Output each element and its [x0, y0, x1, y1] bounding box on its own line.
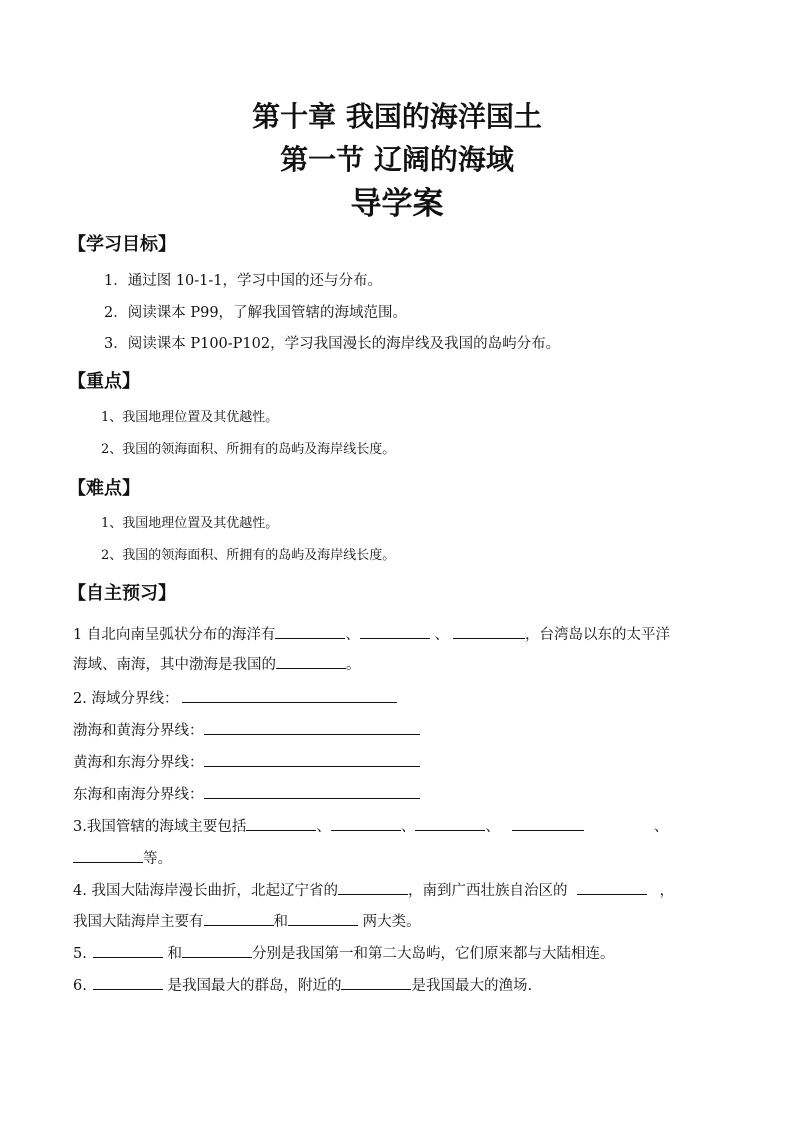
question-2b-text: 黄海和东海分界线： [73, 755, 204, 771]
question-4-text-c: ， [659, 883, 674, 899]
answer-blank[interactable] [73, 846, 143, 863]
question-1-line-1 [73, 622, 670, 646]
answer-blank[interactable] [182, 941, 252, 958]
question-2b-line [73, 750, 420, 774]
question-4-text-a: 4. 我国大陆海岸漫长曲折，北起辽宁省的 [73, 883, 338, 899]
question-2a-line [73, 718, 420, 742]
answer-blank[interactable] [331, 814, 401, 831]
question-5-text-b: 和 [162, 946, 182, 962]
answer-blank[interactable] [275, 622, 345, 639]
question-2a-text: 渤海和黄海分界线： [73, 723, 204, 739]
question-1-text-b: ，台湾岛以东的太平洋 [524, 627, 670, 643]
difficult-points-heading: 【难点】 [68, 478, 140, 499]
answer-blank[interactable] [204, 782, 420, 799]
question-5-line [73, 941, 614, 965]
key-point-item-2: 2、我国的领海面积、所拥有的岛屿及海岸线长度。 [101, 442, 396, 457]
question-4-text-f: 两大类。 [358, 914, 421, 930]
question-6-number: 6. [73, 978, 87, 994]
question-1-line-2 [73, 652, 361, 676]
question-3-line-1 [73, 814, 668, 838]
question-2c-text: 东海和南海分界线： [73, 787, 204, 803]
answer-blank[interactable] [204, 909, 274, 926]
question-2-line [73, 686, 397, 710]
section-title: 第一节 辽阔的海域 [280, 143, 514, 176]
question-3-text-a: 3.我国管辖的海域主要包括 [73, 819, 247, 835]
answer-blank[interactable] [338, 878, 408, 895]
objective-item-3: 3．阅读课本 P100-P102，学习我国漫长的海岸线及我国的岛屿分布。 [104, 336, 561, 352]
question-1-text-c: 海域、南海，其中渤海是我国的 [73, 657, 276, 673]
question-1-text-a: 1 自北向南呈弧状分布的海洋有 [73, 627, 276, 643]
chapter-title: 第十章 我国的海洋国土 [252, 100, 542, 133]
answer-blank[interactable] [577, 878, 647, 895]
answer-blank[interactable] [276, 652, 346, 669]
answer-blank[interactable] [415, 814, 485, 831]
answer-blank[interactable] [93, 973, 163, 990]
answer-blank[interactable] [182, 686, 397, 703]
question-3-line-2 [73, 846, 172, 870]
question-1-text-d: 。 [346, 657, 361, 673]
question-6-line [73, 973, 532, 997]
separator: 、 [316, 819, 331, 835]
question-5-text-c: 分别是我国第一和第二大岛屿，它们原来都与大陆相连。 [251, 946, 615, 962]
difficult-point-item-2: 2、我国的领海面积、所拥有的岛屿及海岸线长度。 [101, 548, 396, 563]
answer-blank[interactable] [246, 814, 316, 831]
separator: 、 [653, 819, 669, 835]
separator: 、 [345, 627, 360, 643]
question-2c-line [73, 782, 420, 806]
answer-blank[interactable] [204, 750, 420, 767]
question-4-text-e: 和 [273, 914, 288, 930]
answer-blank[interactable] [453, 622, 525, 639]
answer-blank[interactable] [341, 973, 411, 990]
answer-blank[interactable] [360, 622, 430, 639]
question-3-text-b: 等。 [143, 851, 172, 867]
answer-blank[interactable] [204, 718, 420, 735]
separator: 、 [485, 819, 500, 835]
answer-blank[interactable] [93, 941, 163, 958]
preview-heading: 【自主预习】 [68, 583, 176, 604]
answer-blank[interactable] [512, 814, 584, 831]
question-2-text: 2. 海域分界线： [73, 691, 179, 707]
objectives-heading: 【学习目标】 [68, 234, 176, 255]
key-points-heading: 【重点】 [68, 371, 140, 392]
question-5-number: 5. [73, 946, 87, 962]
separator: 、 [429, 627, 449, 643]
separator: 、 [400, 819, 416, 835]
question-4-text-d: 我国大陆海岸主要有 [73, 914, 204, 930]
difficult-point-item-1: 1、我国地理位置及其优越性。 [101, 516, 279, 531]
question-6-text-b: 是我国最大的群岛，附近的 [162, 978, 342, 994]
answer-blank[interactable] [288, 909, 358, 926]
question-4-text-b: ，南到广西壮族自治区的 [407, 883, 568, 899]
key-point-item-1: 1、我国地理位置及其优越性。 [101, 410, 279, 425]
objective-item-2: 2．阅读课本 P99，了解我国管辖的海域范围。 [104, 305, 408, 321]
document-type-title: 导学案 [350, 186, 444, 222]
question-4-line-2 [73, 909, 421, 933]
question-4-line-1 [73, 878, 674, 902]
question-6-text-c: 是我国最大的渔场. [411, 978, 533, 994]
objective-item-1: 1．通过图 10-1-1，学习中国的还与分布。 [104, 273, 383, 289]
